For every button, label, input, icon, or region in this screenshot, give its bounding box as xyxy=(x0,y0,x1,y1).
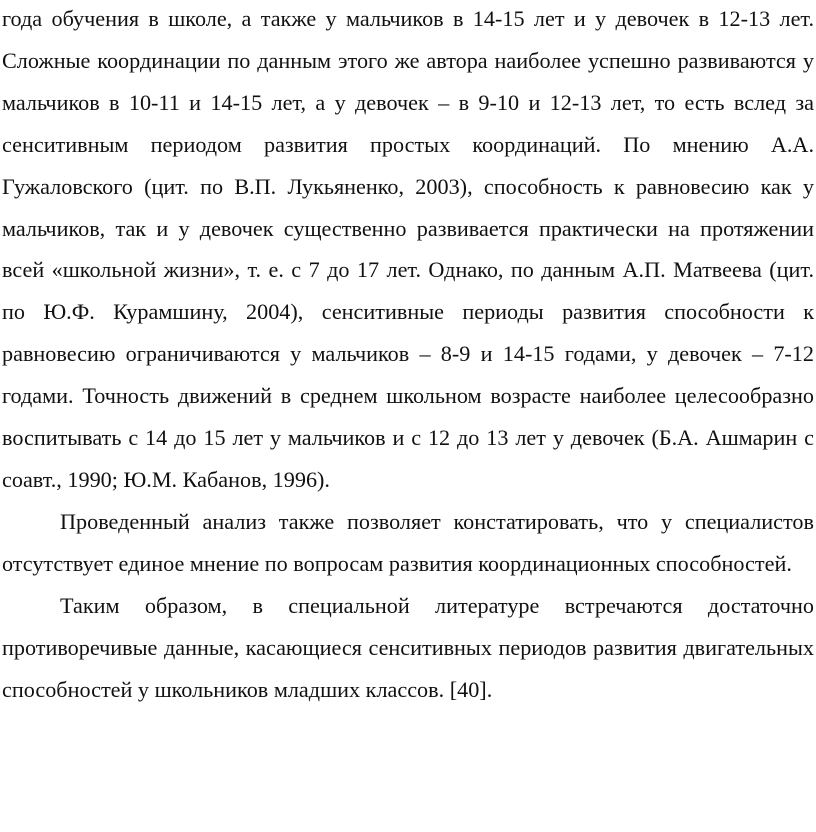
paragraph-conclusion-specialists: Проведенный анализ также позволяет констатировать, что у специалистов отсутствует единое мнение по вопросам развития координационных способностей. xyxy=(2,508,814,576)
document-page xyxy=(2,0,814,710)
paragraph-summary: Таким образом, в специальной литературе встречаются достаточно противоречивые данные, касающиеся сенситивных периодов развития двигательных способностей у школьников младших классов. [40]. xyxy=(2,592,814,702)
paragraph-continuation: года обучения в школе, а также у мальчиков в 14-15 лет и у девочек в 12-13 лет. Сложные координации по данным этого же автора наиболее успешно развиваются у мальчиков в 10-11 и 14-15 лет, а у девочек – в 9-10 и 12-13 лет, то есть вслед за сенситивным периодом развития простых координаций. По мнению А.А. Гужаловского (цит. по В.П. Лукьяненко, 2003), способность к равновесию как у мальчиков, так и у девочек существенно развивается практически на протяжении всей «школьной жизни», т. е. с 7 до 17 лет. Однако, по данным А.П. Матвеева (цит. по Ю.Ф. Курамшину, 2004), сенситивные периоды развития способности к равновесию ограничиваются у мальчиков – 8-9 и 14-15 годами, у девочек – 7-12 годами. Точность движений в среднем школьном возрасте наиболее целесообразно воспитывать с 14 до 15 лет у мальчиков и с 12 до 13 лет у девочек (Б.А. Ашмарин с соавт., 1990; Ю.М. Кабанов, 1996). xyxy=(2,6,814,492)
